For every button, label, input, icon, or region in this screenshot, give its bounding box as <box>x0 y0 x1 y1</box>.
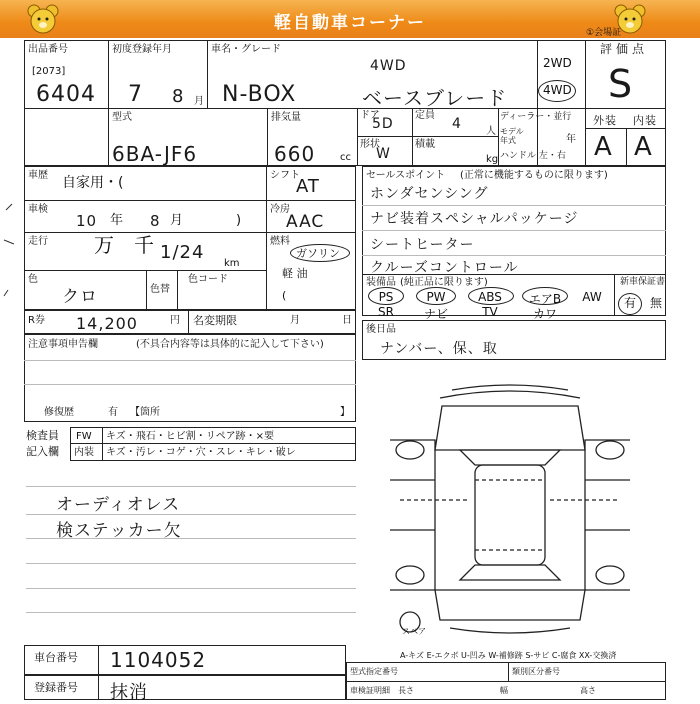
mileage-sen: 千 <box>134 233 154 257</box>
history-value: 自家用・( <box>62 175 124 191</box>
spare-label: スペア <box>402 627 426 636</box>
equip-pw: PW <box>426 290 446 304</box>
mileage-label: 走行 <box>28 236 48 247</box>
drive-note: 4WD <box>370 58 407 74</box>
equip-airbag-circle <box>522 287 568 305</box>
shift-value: AT <box>296 176 320 197</box>
inspector-label: 検査員 <box>26 429 59 442</box>
color-value: クロ <box>62 287 98 307</box>
displacement-unit: cc <box>340 152 351 163</box>
sales-point-4: クルーズコントロール <box>370 260 519 276</box>
exterior-value: A <box>594 132 613 162</box>
fuel-diesel: 軽 油 <box>282 267 308 280</box>
after-items-label: 後日品 <box>366 324 396 335</box>
first-reg-month: 8 <box>172 86 185 107</box>
cooler-label: 冷房 <box>270 204 290 215</box>
inspector-row2-tag: 内装 <box>74 447 94 458</box>
color-label: 色 <box>28 274 38 285</box>
equip-sr: SR <box>378 305 394 319</box>
bear-mascot-icon <box>25 3 61 37</box>
exterior-label: 外装 <box>593 114 617 127</box>
color-code-label: 色コード <box>188 274 228 285</box>
repair-history-label: 修復歴 <box>44 407 74 418</box>
inspection-year-unit: 年 <box>110 213 124 228</box>
equip-tv: TV <box>482 305 498 319</box>
chassis-label: 車台番号 <box>34 651 78 664</box>
inspector-row1-tag: FW <box>76 431 92 442</box>
sales-point-2: ナビ装着スペシャルパッケージ <box>370 211 579 227</box>
chassis-value: 1104052 <box>110 648 207 672</box>
equipment-sub: (純正品に限ります) <box>400 277 488 288</box>
cert-label: 車検証明細 <box>350 686 390 695</box>
cert-length-label: 長さ <box>398 686 414 695</box>
grade-eval-value: S <box>608 62 634 106</box>
equip-ps-circle <box>368 287 404 305</box>
cert-width-label: 幅 <box>500 686 508 695</box>
capacity-label: 定員 <box>415 110 435 121</box>
mileage-unit: km <box>224 258 240 269</box>
interior-label: 内装 <box>633 114 657 127</box>
equip-navi: ナビ <box>423 307 448 321</box>
r-ticket-unit: 円 <box>170 315 180 326</box>
fuel-gasoline: ガソリン <box>296 247 340 260</box>
repair-history-value: 有 <box>108 407 118 418</box>
shape-value: W <box>376 146 391 162</box>
warranty-label: 新車保証書 <box>620 277 666 287</box>
equip-pw-circle <box>416 287 456 305</box>
drive-2wd: 2WD <box>543 56 572 70</box>
inspection-end: ) <box>236 213 242 228</box>
inspector-note-2: 検ステッカー欠 <box>56 521 182 541</box>
model-designation-label: 型式指定番号 <box>350 667 398 676</box>
car-name: N-BOX <box>222 82 297 107</box>
warranty-no: 無 <box>650 296 663 310</box>
equip-ps: PS <box>378 290 394 304</box>
model-label: 型式 <box>112 112 132 123</box>
shape-label: 形状 <box>360 139 380 150</box>
inspection-month: 8 <box>150 212 161 230</box>
lot-label: 出品番号 <box>28 44 68 55</box>
warranty-yes: 有 <box>624 296 637 310</box>
name-change-month: 月 <box>290 315 300 326</box>
mileage-man: 万 <box>94 233 114 257</box>
lot-sub: [2073] <box>32 66 66 77</box>
r-ticket-label: R券 <box>28 315 45 326</box>
equipment-label: 装備品 <box>366 277 396 288</box>
inspection-year: 10 <box>76 212 98 230</box>
displacement-label: 排気量 <box>271 112 301 123</box>
notes-label: 注意事項申告欄 <box>28 339 98 350</box>
registration-value: 抹消 <box>110 682 148 703</box>
car-damage-diagram <box>380 380 680 640</box>
equip-aw: AW <box>582 290 602 304</box>
model-year-label: モデル年式 <box>500 127 524 145</box>
inspection-month-unit: 月 <box>170 213 184 228</box>
registration-label: 登録番号 <box>34 681 78 694</box>
first-reg-year: 7 <box>128 82 143 107</box>
fuel-label: 燃料 <box>270 236 290 247</box>
page-title: 軽自動車コーナー <box>274 13 426 33</box>
shift-label: シフト <box>270 170 300 181</box>
r-ticket-value: 14,200 <box>76 314 138 333</box>
cooler-value: AAC <box>286 212 325 232</box>
sales-points-label: セールスポイント <box>366 170 446 181</box>
sales-points-sub: (正常に機能するものに限ります) <box>460 170 608 181</box>
inspector-row1-text: キズ・飛石・ヒビ割・リペア跡・×要 <box>106 431 274 442</box>
venue-note: ①会場証 <box>586 28 622 38</box>
lot-number: 6404 <box>36 82 96 107</box>
mileage-value: 1/24 <box>160 242 205 263</box>
r-ticket-row <box>24 310 356 334</box>
after-items-value: ナンバー、保、取 <box>380 341 498 357</box>
history-label: 車歴 <box>28 170 48 181</box>
load-unit: kg <box>486 154 499 165</box>
first-reg-label: 初度登録年月 <box>112 44 172 55</box>
warranty-circle <box>618 293 642 315</box>
displacement-value: 660 <box>274 142 316 166</box>
doors-value: 5D <box>372 116 394 132</box>
car-grade: ベースブレード <box>362 86 508 110</box>
inspector-note-1: オーディオレス <box>56 495 181 515</box>
sales-point-3: シートヒーター <box>370 237 475 253</box>
dealer-label: ディーラー・並行 <box>500 112 572 122</box>
name-change-day: 日 <box>342 315 352 326</box>
fuel-paren: ( <box>282 289 287 302</box>
doors-label: ドア <box>360 110 380 121</box>
name-change-label: 名変期限 <box>193 314 237 327</box>
damage-legend: A-キズ E-エクボ U-凹み W-補修跡 S-サビ C-腐食 XX-交換済 <box>400 651 617 660</box>
repair-history-end: 】 <box>340 407 350 418</box>
category-label: 類別区分番号 <box>512 667 560 676</box>
repair-history-place: 【箇所 <box>130 407 160 418</box>
first-reg-month-unit: 月 <box>194 96 204 107</box>
notes-sub: (不具合内容等は具体的に記入して下さい) <box>136 339 324 350</box>
load-label: 積載 <box>415 139 435 150</box>
fuel-selected-circle <box>290 244 350 262</box>
inspector-row2-text: キズ・汚レ・コゲ・穴・スレ・キレ・破レ <box>106 447 296 458</box>
inspection-label: 車検 <box>28 204 48 215</box>
equip-leather: カワ <box>532 307 557 321</box>
drive-4wd: 4WD <box>543 83 572 97</box>
handle-label: ハンドル 左・右 <box>500 151 566 161</box>
color-replace-label: 色替 <box>150 284 170 295</box>
grade-eval-label: 評価点 <box>600 42 649 56</box>
sales-point-1: ホンダセンシング <box>370 186 489 202</box>
equip-abs-circle <box>468 287 514 305</box>
model-year-unit: 年 <box>566 134 576 145</box>
model-value: 6BA-JF6 <box>112 142 198 166</box>
entry-label: 記入欄 <box>26 445 59 458</box>
cert-height-label: 高さ <box>580 686 596 695</box>
equip-abs: ABS <box>478 290 502 304</box>
pen-marks <box>0 200 24 320</box>
equip-airbag: エアB <box>528 292 562 306</box>
car-name-label: 車名・グレード <box>211 44 281 55</box>
capacity-unit: 人 <box>486 126 496 137</box>
capacity-value: 4 <box>452 116 462 132</box>
interior-value: A <box>634 132 653 162</box>
